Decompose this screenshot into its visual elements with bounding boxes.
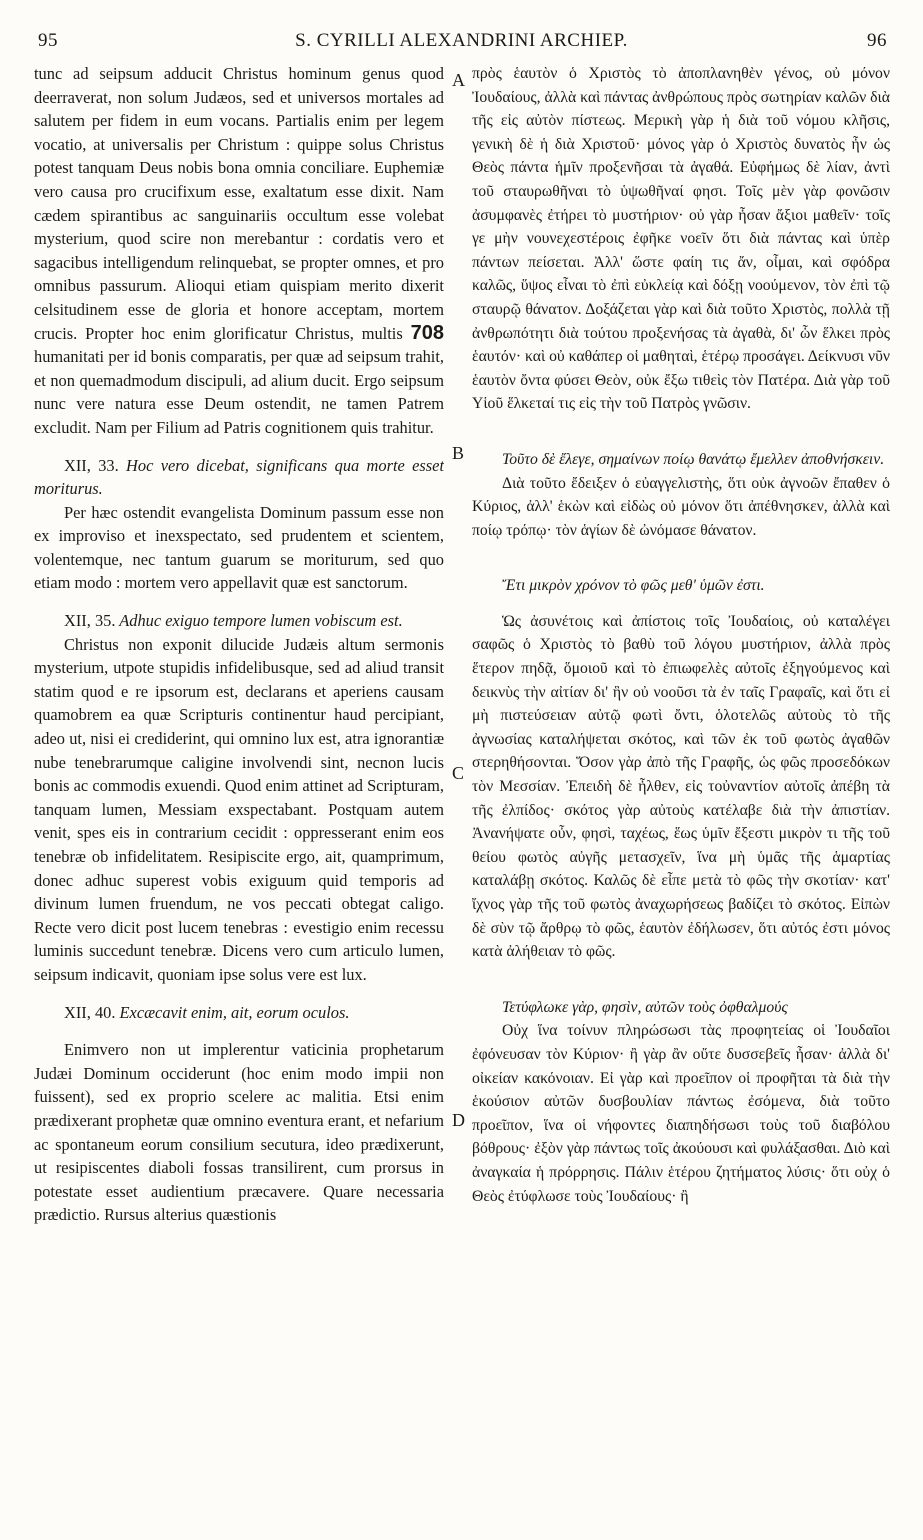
margin-marker-c: C	[452, 763, 465, 783]
margin-marker-a: A	[452, 70, 465, 90]
latin-intro-text-continued: humanitati per id bonis comparatis, per quæ ad seipsum trahit, et non quemadmodum discipuli, ad alium ducit. Ergo seipsum nunc vere natura esse Deum ostendit, ne tamen Patrem excludit. Nam per Filium ad Patris cognitionem quis trahitur.	[34, 347, 444, 437]
greek-intro-paragraph: πρὸς ἑαυτὸν ὁ Χριστὸς τὸ ἀποπλανηθὲν γένος, οὐ μόνον Ἰουδαίους, ἀλλὰ καὶ πάντας ἀνθρώπους πρὸς σωτηρίαν καλῶν διὰ τῆς εἰς αὐτὸν πίστεως. Μερικὴ γὰρ ἡ διὰ τοῦ νόμου κλῆσις, γενικὴ δὲ ἡ διὰ Χριστοῦ· μόνος γὰρ ὁ Χριστὸς δυνατὸς ἦν ὡς Θεὸς πάντα ἡμῖν προξενῆσαι τὰ ἀγαθά. Εὐφήμως δὲ λίαν, ἀντὶ τοῦ σταυρωθῆναι τὸ ὑψωθῆναί φησι. Τοῖς μὲν γὰρ φονῶσιν ἀσυμφανὲς ἐτήρει τὸ μυστήριον· οὐ γὰρ ἦσαν ἄξιοι μαθεῖν· τοῖς γε μὴν νουνεχεστέροις ἐφῆκε νοεῖν ὅτι διὰ πάντας καὶ ὑπὲρ πάντων πείσεται. Ἀλλ' ὥστε φαίη τις ἄν, οἶμαι, καὶ σφόδρα καλῶς, ὕψος εἶναι τὸ ἐπὶ εὐκλείᾳ καὶ δόξῃ νοούμενον, τὸν ἐπὶ τῷ σταυρῷ θάνατον. Δοξάζεται γὰρ καὶ διὰ τοῦτο Χριστὸς, πολλὰ τῇ ἀνθρωπότητι διὰ τούτου προξενήσας τὰ ἀγαθὰ, δι' ὧν ἕλκει πρὸς ἑαυτόν· καὶ οὐ καθάπερ οἱ μαθηταὶ, ἑτέρῳ προσάγει. Δείκνυσι νῦν ἑαυτὸν ὄντα φύσει Θεὸν, οὐκ ἔξω τιθεὶς τὸν Πατέρα. Διὰ γὰρ τοῦ Υἱοῦ ἕλκεταί τις εἰς τὴν τοῦ Πατρὸς γνῶσιν.	[472, 65, 890, 413]
latin-paragraph-3: Enimvero non ut implerentur vaticinia prophetarum Judæi Dominum occiderunt (hoc enim modo impii non fuissent), sed ex proprio scelere ac malitia. Etsi enim prædixerant prophetæ quæ omnino eventura erant, et nefarium ac spontaneum eorum consilium secutura, ideo prædixerunt, ut resipiscentes diaboli fossas transilirent, cum prorsus in potestate esset audientium præcavere. Quare necessaria prædictio. Rursus alterius quæstionis	[34, 1040, 444, 1225]
page-number-right: 96	[867, 30, 887, 51]
latin-lemma-1: XII, 33. Hoc vero dicebat, significans qua morte esset moriturus.	[34, 455, 444, 499]
greek-lemma-2: Ἔτι μικρὸν χρόνον τὸ φῶς μεθ' ὑμῶν ἐστι.	[502, 577, 765, 595]
page-header	[30, 30, 893, 54]
greek-lemma-1: Τοῦτο δὲ ἔλεγε, σημαίνων ποίῳ θανάτῳ ἔμελλεν ἀποθνήσκειν.	[502, 450, 885, 468]
greek-column	[472, 62, 890, 1530]
greek-paragraph-2: Ὡς ἀσυνέτοις καὶ ἀπίστοις τοῖς Ἰουδαίοις, οὐ καταλέγει σαφῶς ὁ Χριστὸς τὸ βαθὺ τοῦ λόγου μυστήριον, ἀλλὰ πρὸς ἕτερον πηδᾷ, ὅμοιοῦ καὶ τὸ ἐπιωφελὲς αὐτοῖς ἐξηγούμενος καὶ δεικνὺς τὴν αἰτίαν δι' ἣν οὐ νοοῦσι τὰ ἐν ταῖς Γραφαῖς, καὶ ὅτι εἰ μὴ πιστεύσειαν αὐτῷ φωτὶ ὄντι, ὁλοτελῶς αὐτοὺς τὸ τῆς ἀγνωσίας καταλήψεται σκότος, καὶ τῶν ἐκ τοῦ φωτὸς ἀγαθῶν στερηθήσονται. Ὅσον γὰρ ἀπὸ τῆς Γραφῆς, ὡς φῶς προσεδόκων τὸν Μεσσίαν. Ἐπειδὴ δὲ ἦλθεν, εἰς τοὐναντίον αὐτοῖς ἀπέβη τὰ τῆς ἐλπίδος· σκότος γὰρ αὐτοὺς κατέλαβε διὰ τὴν ἀπιστίαν. Ἀνανήψατε οὖν, φησὶ, ταχέως, ἕως ὑμῖν ἔξεστι μικρὸν τι τῆς τοῦ θείου φωτὸς αὐγῆς μετασχεῖν, ἵνα μὴ ὑμᾶς τῆς ἁμαρτίας καταλάβῃ σκότος. Καλῶς δὲ εἶπε μετὰ τὸ φῶς τὴν σκοτίαν· κατ' ἴχνος γὰρ τῆς τοῦ φωτὸς ἀναχωρήσεως βαδίζει τὸ σκότος. Εἰπὼν δὲ σὺν τῷ ἄρθρῳ τὸ φῶς, ἑαυτὸν ἐδήλωσεν, ὅτι αὐτός ἐστι μόνος κατὰ ἀλήθειαν τὸ φῶς.	[472, 612, 890, 961]
latin-column	[34, 62, 444, 1530]
latin-lemma-3: XII, 40. Excæcavit enim, ait, eorum oculos.	[64, 1002, 350, 1022]
page-number-left: 95	[38, 30, 58, 51]
margin-marker-b: B	[452, 443, 465, 463]
greek-paragraph-1: Διὰ τοῦτο ἔδειξεν ὁ εὐαγγελιστὴς, ὅτι οὐκ ἀγνοῶν ἔπαθεν ὁ Κύριος, ἀλλ' ἑκὼν καὶ εἰδὼς οὐ μόνον ὅτι ἀπέθνησκεν, ἀλλὰ καὶ ποίῳ τρόπῳ· τὸν ἁγίων δὲ ὠνόμασε θάνατον.	[472, 474, 890, 539]
margin-marker-d: D	[452, 1110, 465, 1130]
latin-paragraph-1: Per hæc ostendit evangelista Dominum passum esse non ex improviso et inexspectato, sed prudentem et scientem, volentemque, nec tantum guarum se moriturum, sed quo etiam modo : mortem vero appellavit quæ est sanctorum.	[34, 502, 444, 593]
latin-lemma-2: XII, 35. Adhuc exiguo tempore lumen vobiscum est.	[64, 611, 403, 631]
column-number: 708	[410, 321, 444, 344]
latin-intro-paragraph	[34, 62, 444, 440]
greek-paragraph-3: Οὐχ ἵνα τοίνυν πληρώσωσι τὰς προφητείας οἱ Ἰουδαῖοι ἐφόνευσαν τὸν Κύριον· ἢ γὰρ ἂν οὔτε δυσσεβεῖς ἦσαν· ἀλλὰ δι' οἰκείαν κακόνοιαν. Εἰ γὰρ καὶ προεῖπον οἱ προφῆται τὰ διὰ τὴν ἑκούσιον αὐτῶν δυσβουλίαν πάντως ἐσόμενα, διὰ τοῦτο προεῖπον, ἵνα οἱ νήφοντες διαπηδήσωσι τοὺς τοῦ διαβόλου βόθρους· ἐξὸν γὰρ πάντως τοῖς ἀκούουσι καὶ φυλάξασθαι. Διὸ καὶ ἀναγκαία ἡ πρόρρησις. Πάλιν ἑτέρου ζητήματος λύσις· ὅτι οὐχ ὁ Θεὸς ἐτύφλωσε τοὺς Ἰουδαίους· ἢ	[472, 1022, 890, 1205]
running-title: S. CYRILLI ALEXANDRINI ARCHIEP.	[295, 30, 628, 51]
latin-paragraph-2: Christus non exponit dilucide Judæis altum sermonis mysterium, utpote stupidis infidelibusque, sed ad aliud transit statim quod e re ipsorum est, declarans et aperiens causam quamobrem ea quæ Scripturis continentur haud percipiant, adeo ut, nisi ei crediderint, qui omnino lux est, atra ignorantiæ nube tenebrarumque caligine involvendi sint, necnon lucis bonis ac commodis exuendi. Quod enim attinet ad Scripturam, tanquam lumen, Messiam exspectabant. Postquam autem venit, spes eis in contrarium cecidit : oppresserant enim eos tenebræ ob infidelitatem. Resipiscite ergo, ait, quamprimum, donec adhuc superest vobis exiguum quid temporis ad divinum lumen fruendum, ne vos peccati obtegat caligo. Recte vero dicit post lucem tenebras : evestigio enim recessu luminis succedunt tenebræ. Dicens vero cum articulo lumen, seipsum indicavit, quoniam ipse solus vere est lux.	[34, 634, 444, 984]
latin-intro-text: tunc ad seipsum adducit Christus hominum genus quod deerraverat, non solum Judæos, sed et universos mortales ad salutem per fidem in eum vocans. Partialis enim per legem vocatio, at universalis per Christum : quippe solus Christus potest tanquam Deus nobis bona omnia conciliare. Euphemiæ vero causa pro crucifixum esse, exaltatum esse dixit. Nam cædem spirantibus ac sanguinariis occultum esse volebat mysterium, quod scire non merebantur : cordatis vero et sagacibus intelligendum relinquebat, se propter omnes, et pro omnibus passurum. Alioqui etiam quispiam merito dixerit celsitudinem esse de gloria et honore acceptam, mortem crucis. Propter hoc enim glorificatur Christus, multis	[34, 64, 444, 343]
greek-lemma-3: Τετύφλωκε γὰρ, φησὶν, αὐτῶν τοὺς ὀφθαλμούς	[502, 998, 788, 1016]
